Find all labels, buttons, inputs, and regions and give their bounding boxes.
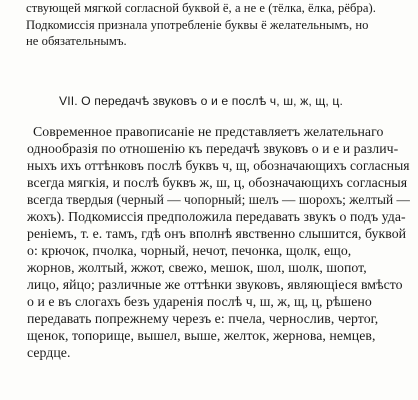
paragraph-line: Современное правописаніе не представляетъ желательнаго — [33, 124, 384, 139]
paragraph-line: лицо, яйцо; различные же оттѣнки звуковъ, являющіеся вмѣсто — [27, 277, 403, 292]
section-heading: VII. О передачѣ звуковъ о и е послѣ ч, ш, ж, щ, ц. — [59, 94, 343, 108]
paragraph-line: сердце. — [27, 345, 71, 360]
paragraph-line: щенок, топорище, вышел, выше, желток, жернова, немцев, — [27, 328, 376, 343]
paragraph-line: передавать попрежнему черезъ е: пчела, чернослив, чертог, — [27, 311, 379, 326]
paragraph-line: ныхъ ихъ оттѣнковъ послѣ буквъ ч, щ, обозначающихъ согласныя — [27, 158, 410, 173]
paragraph-line: всегда мягкія, и послѣ буквъ ж, ш, ц, обозначающихъ согласныя — [27, 175, 408, 190]
paragraph-line: жорнов, жолтый, жжот, свежо, мешок, шол, шолк, шопот, — [27, 260, 367, 275]
paragraph-line: реніемъ, т. е. тамъ, гдѣ онъ вполнѣ явственно слышится, буквой — [27, 226, 407, 241]
text-line: Подкомиссія признала употребленіе буквы ё желательнымъ, но — [26, 18, 369, 32]
text-line: ствующей мягкой согласной буквой ё, а не е (тёлка, ёлка, рёбра). — [26, 1, 376, 15]
paragraph-line: однообразія по отношенію къ передачѣ звуковъ о и е и различ- — [27, 141, 399, 156]
paragraph-line: жохъ). Подкомиссія предположила передавать звукъ о подъ уда- — [27, 209, 406, 224]
paragraph-line: о: крючок, пчолка, чорный, нечот, печонка, щолк, ещо, — [27, 243, 352, 258]
text-line: не обязательнымъ. — [26, 34, 127, 48]
paragraph-line: всегда твердыя (черный — чопорный; шелъ — шорохъ; желтый — — [27, 192, 410, 207]
paragraph-line: о и е въ слогахъ безъ ударенія послѣ ч, ш, ж, щ, ц, рѣшено — [27, 294, 372, 309]
